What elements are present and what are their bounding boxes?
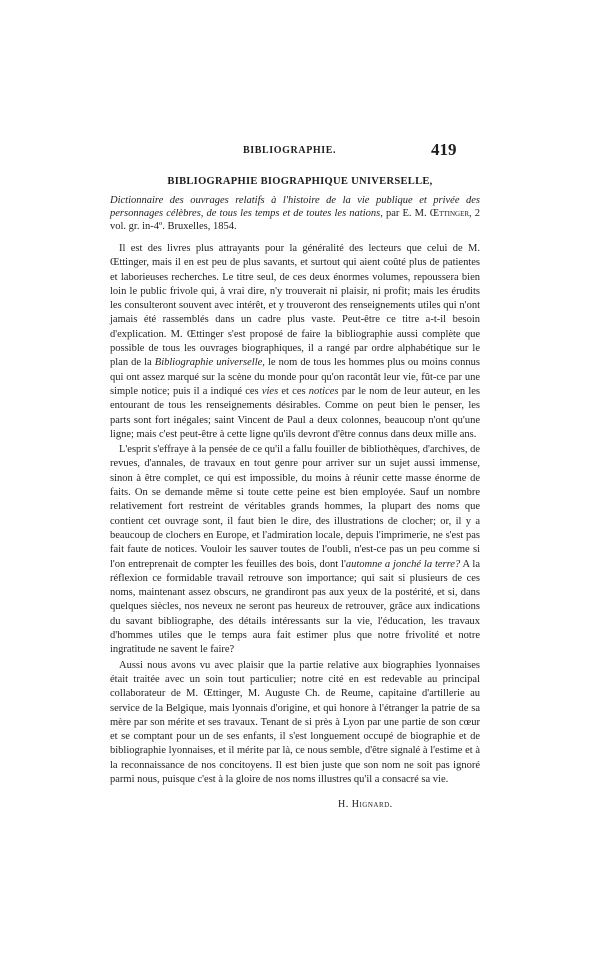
italic-phrase: Bibliographie universelle xyxy=(154,357,263,369)
text-run: L'esprit s'effraye à la pensée de ce qu'il a fallu fouiller de bibliothèques, d'archives, de revues, d'annales, de travaux en tout genre pour arriver sur un sujet aussi immense, sinon à être complet, ce qui est impossible, du moins à réunir cette masse énorme de faits. On se demande même si toute cette peine est bien employée. Sauf un nombre relativement fort restreint de véritables grands hommes, la plupart des noms que contient cet ouvrage sont, il faut bien le dire, des illustrations de clocher; or, il y a beaucoup de clochers en Europe, et l'admiration locale, depuis l'imprimerie, ne s'est pas fait faute de notices. Vouloir les sauver toutes de l'oubli, n'est-ce pas un peu comme si l'on entreprenait de compter les feuilles des bois, dont l' xyxy=(110,444,480,570)
italic-phrase: notices xyxy=(308,385,339,397)
text-run: et ces xyxy=(278,385,309,397)
article-body xyxy=(110,242,480,788)
article-subtitle xyxy=(110,194,480,233)
page-number: 419 xyxy=(431,140,457,159)
subtitle-text: Dictionnaire des ouvrages relatifs à l'histoire de la vie publique et privée des personnages célèbres, de tous les temps et de toutes les nations, xyxy=(110,195,480,219)
paragraph-2 xyxy=(110,443,480,657)
italic-phrase: vies xyxy=(261,385,279,397)
text-run: Il est des livres plus attrayants pour la généralité des lecteurs que celui de M. Œttinger, mais il en est peu de plus savants, et surtout qui aient coûté plus de patientes et laborieuses recherches. Le titre seul, de ces deux énormes volumes, repoussera bien loin le public frivole qui, à vrai dire, n'y trouverait ni plaisir, ni profit; mais les érudits les consulteront souvent avec intérêt, et y trouveront des renseignements utiles qui n'ont jamais été rassemblés dans un cadre plus vaste. Peut-être ce titre a-t-il besoin d'explication. M. Œttinger s'est proposé de faire la bibliographie aussi complète que possible de tous les ouvrages biographiques, il a rangé par ordre alphabétique sur le plan de la xyxy=(110,243,480,369)
bib-author: E. M. Œttinger xyxy=(402,208,470,219)
running-header xyxy=(0,139,600,163)
running-title: BIBLIOGRAPHIE. xyxy=(243,145,337,156)
italic-phrase: automne a jonché la terre? xyxy=(345,558,461,570)
bib-prefix: par xyxy=(385,208,400,219)
signature-initial: H. xyxy=(338,799,349,810)
text-run: A la réflexion ce formidable travail retrouve son importance; qui sait si plusieurs de ces noms, maintenant assez obscurs, ne grandiront pas aux yeux de la postérité, et si, dans quelques siècles, nos neveux ne seront pas heureux de retrouver, grâce aux indications du savant bibliographe, des détails intéressants sur la vie, l'éducation, les travaux d'hommes utiles que le temps aura fait estimer plus que notre frivolité et notre ingratitude ne savent le faire? xyxy=(110,558,480,656)
text-run: par le nom de leur auteur, en les entourant de tous les renseignements désirables. Comme on peut bien le penser, les parts sont fort inégales; saint Vincent de Paul a deux colonnes, beaucoup n'ont qu'une ligne; mais c'est peut-être à cette ligne qu'ils devront d'être connus dans deux mille ans. xyxy=(110,385,480,440)
text-run: , le nom de tous les hommes plus ou moins connus qui ont assez marqué sur la scène du monde pour qu'on racontât leur vie, fût-ce par une simple notice; puis il a indiqué ces xyxy=(110,357,480,397)
signature-name: Hignard. xyxy=(351,799,393,810)
author-signature xyxy=(338,799,393,810)
text-run: Aussi nous avons vu avec plaisir que la partie relative aux biographies lyonnaises était traitée avec un soin tout particulier; notre cité en est redevable au principal collaborateur de M. Œttinger, M. Auguste Ch. de Reume, capitaine d'artillerie au service de la Belgique, mais lyonnais d'origine, et qui honore à l'étranger la patrie de sa mère par son mérite et ses travaux. Tenant de si près à Lyon par une partie de son cœur et se comptant pour un de ses enfants, il s'est longuement occupé de biographie et de bibliographie lyonnaises, et il mérite par là, ce nous semble, d'être signalé à l'estime et à la reconnaissance de nos concitoyens. Il est bien juste que son nom ne soit pas ignoré parmi nous, puisque c'est à la gloire de nos noms illustres qu'il a consacré sa vie. xyxy=(110,659,480,785)
article-title: BIBLIOGRAPHIE BIOGRAPHIQUE UNIVERSELLE, xyxy=(167,176,433,187)
paragraph-1 xyxy=(110,242,480,442)
bib-details: , 2 vol. gr. in-4º. Bruxelles, 1854. xyxy=(110,208,481,232)
paragraph-3 xyxy=(110,659,480,788)
